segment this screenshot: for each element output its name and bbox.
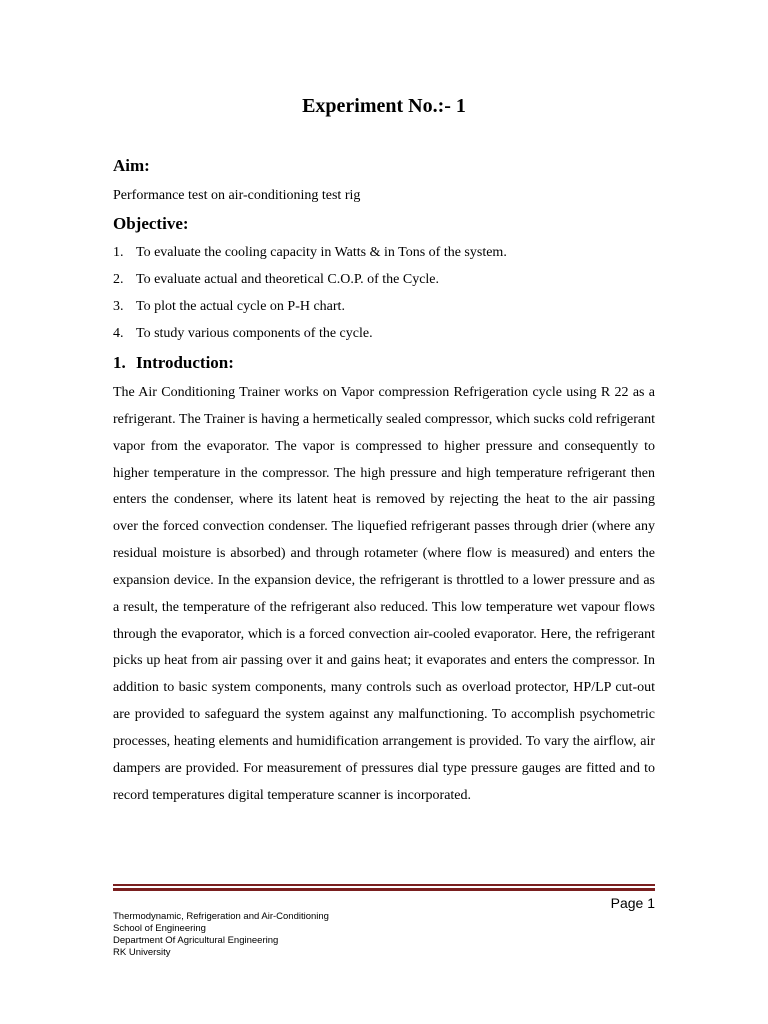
introduction-paragraph: The Air Conditioning Trainer works on Vapor compression Refrigeration cycle using R 22 as a refrigerant. The Trainer is having a hermetically sealed compressor, which sucks cold refrigerant vapor from the evaporator. The vapor is compressed to higher pressure and consequently to higher temperature in the compressor. The high pressure and high temperature refrigerant then enters the condenser, where its latent heat is removed by rejecting the heat to the air passing over the forced convection condenser. The liquefied refrigerant passes through drier (where any residual moisture is absorbed) and through rotameter (where flow is measured) and enters the expansion device. In the expansion device, the refrigerant is throttled to a lower pressure and as a result, the temperature of the refrigerant also reduced. This low temperature wet vapour flows through the evaporator, which is a forced convection air-cooled evaporator. Here, the refrigerant picks up heat from air passing over it and gains heat; it evaporates and enters the compressor. In addition to basic system components, many controls such as overload protector, HP/LP cut-out are provided to safeguard the system against any malfunctioning. To accomplish psychometric processes, heating elements and humidification arrangement is provided. To vary the airflow, air dampers are provided. For measurement of pressures dial type pressure gauges are fitted and to record temperatures digital temperature scanner is incorporated. — [113, 385, 655, 803]
page-number: Page 1 — [610, 895, 655, 911]
objective-item — [113, 297, 507, 324]
aim-heading: Aim: — [113, 156, 150, 175]
section-number: 1. — [113, 353, 126, 372]
document-title: Experiment No.:- 1 — [302, 95, 466, 117]
objective-item — [113, 270, 507, 297]
footer-school: School of Engineering — [113, 923, 206, 934]
footer-block — [113, 911, 329, 959]
footer-department: Department Of Agricultural Engineering — [113, 935, 279, 946]
objective-list — [113, 243, 507, 351]
aim-text: Performance test on air-conditioning test rig — [113, 188, 361, 203]
objective-number: 2. — [113, 272, 124, 287]
section-title: Introduction: — [136, 353, 234, 372]
objective-text: To plot the actual cycle on P-H chart. — [136, 299, 345, 314]
objective-number: 4. — [113, 326, 124, 341]
objective-number: 3. — [113, 299, 124, 314]
objective-heading: Objective: — [113, 214, 189, 233]
introduction-heading — [113, 352, 234, 374]
objective-text: To evaluate actual and theoretical C.O.P. of the Cycle. — [136, 272, 440, 287]
objective-item — [113, 243, 507, 270]
footer-course: Thermodynamic, Refrigeration and Air-Conditioning — [113, 911, 329, 922]
objective-text: To study various components of the cycle. — [136, 326, 373, 341]
objective-item — [113, 324, 507, 351]
footer-rule-bottom — [113, 888, 655, 891]
objective-number: 1. — [113, 245, 124, 260]
objective-text: To evaluate the cooling capacity in Watts & in Tons of the system. — [136, 245, 507, 260]
footer-rule-top — [113, 884, 655, 886]
footer-university: RK University — [113, 947, 171, 958]
